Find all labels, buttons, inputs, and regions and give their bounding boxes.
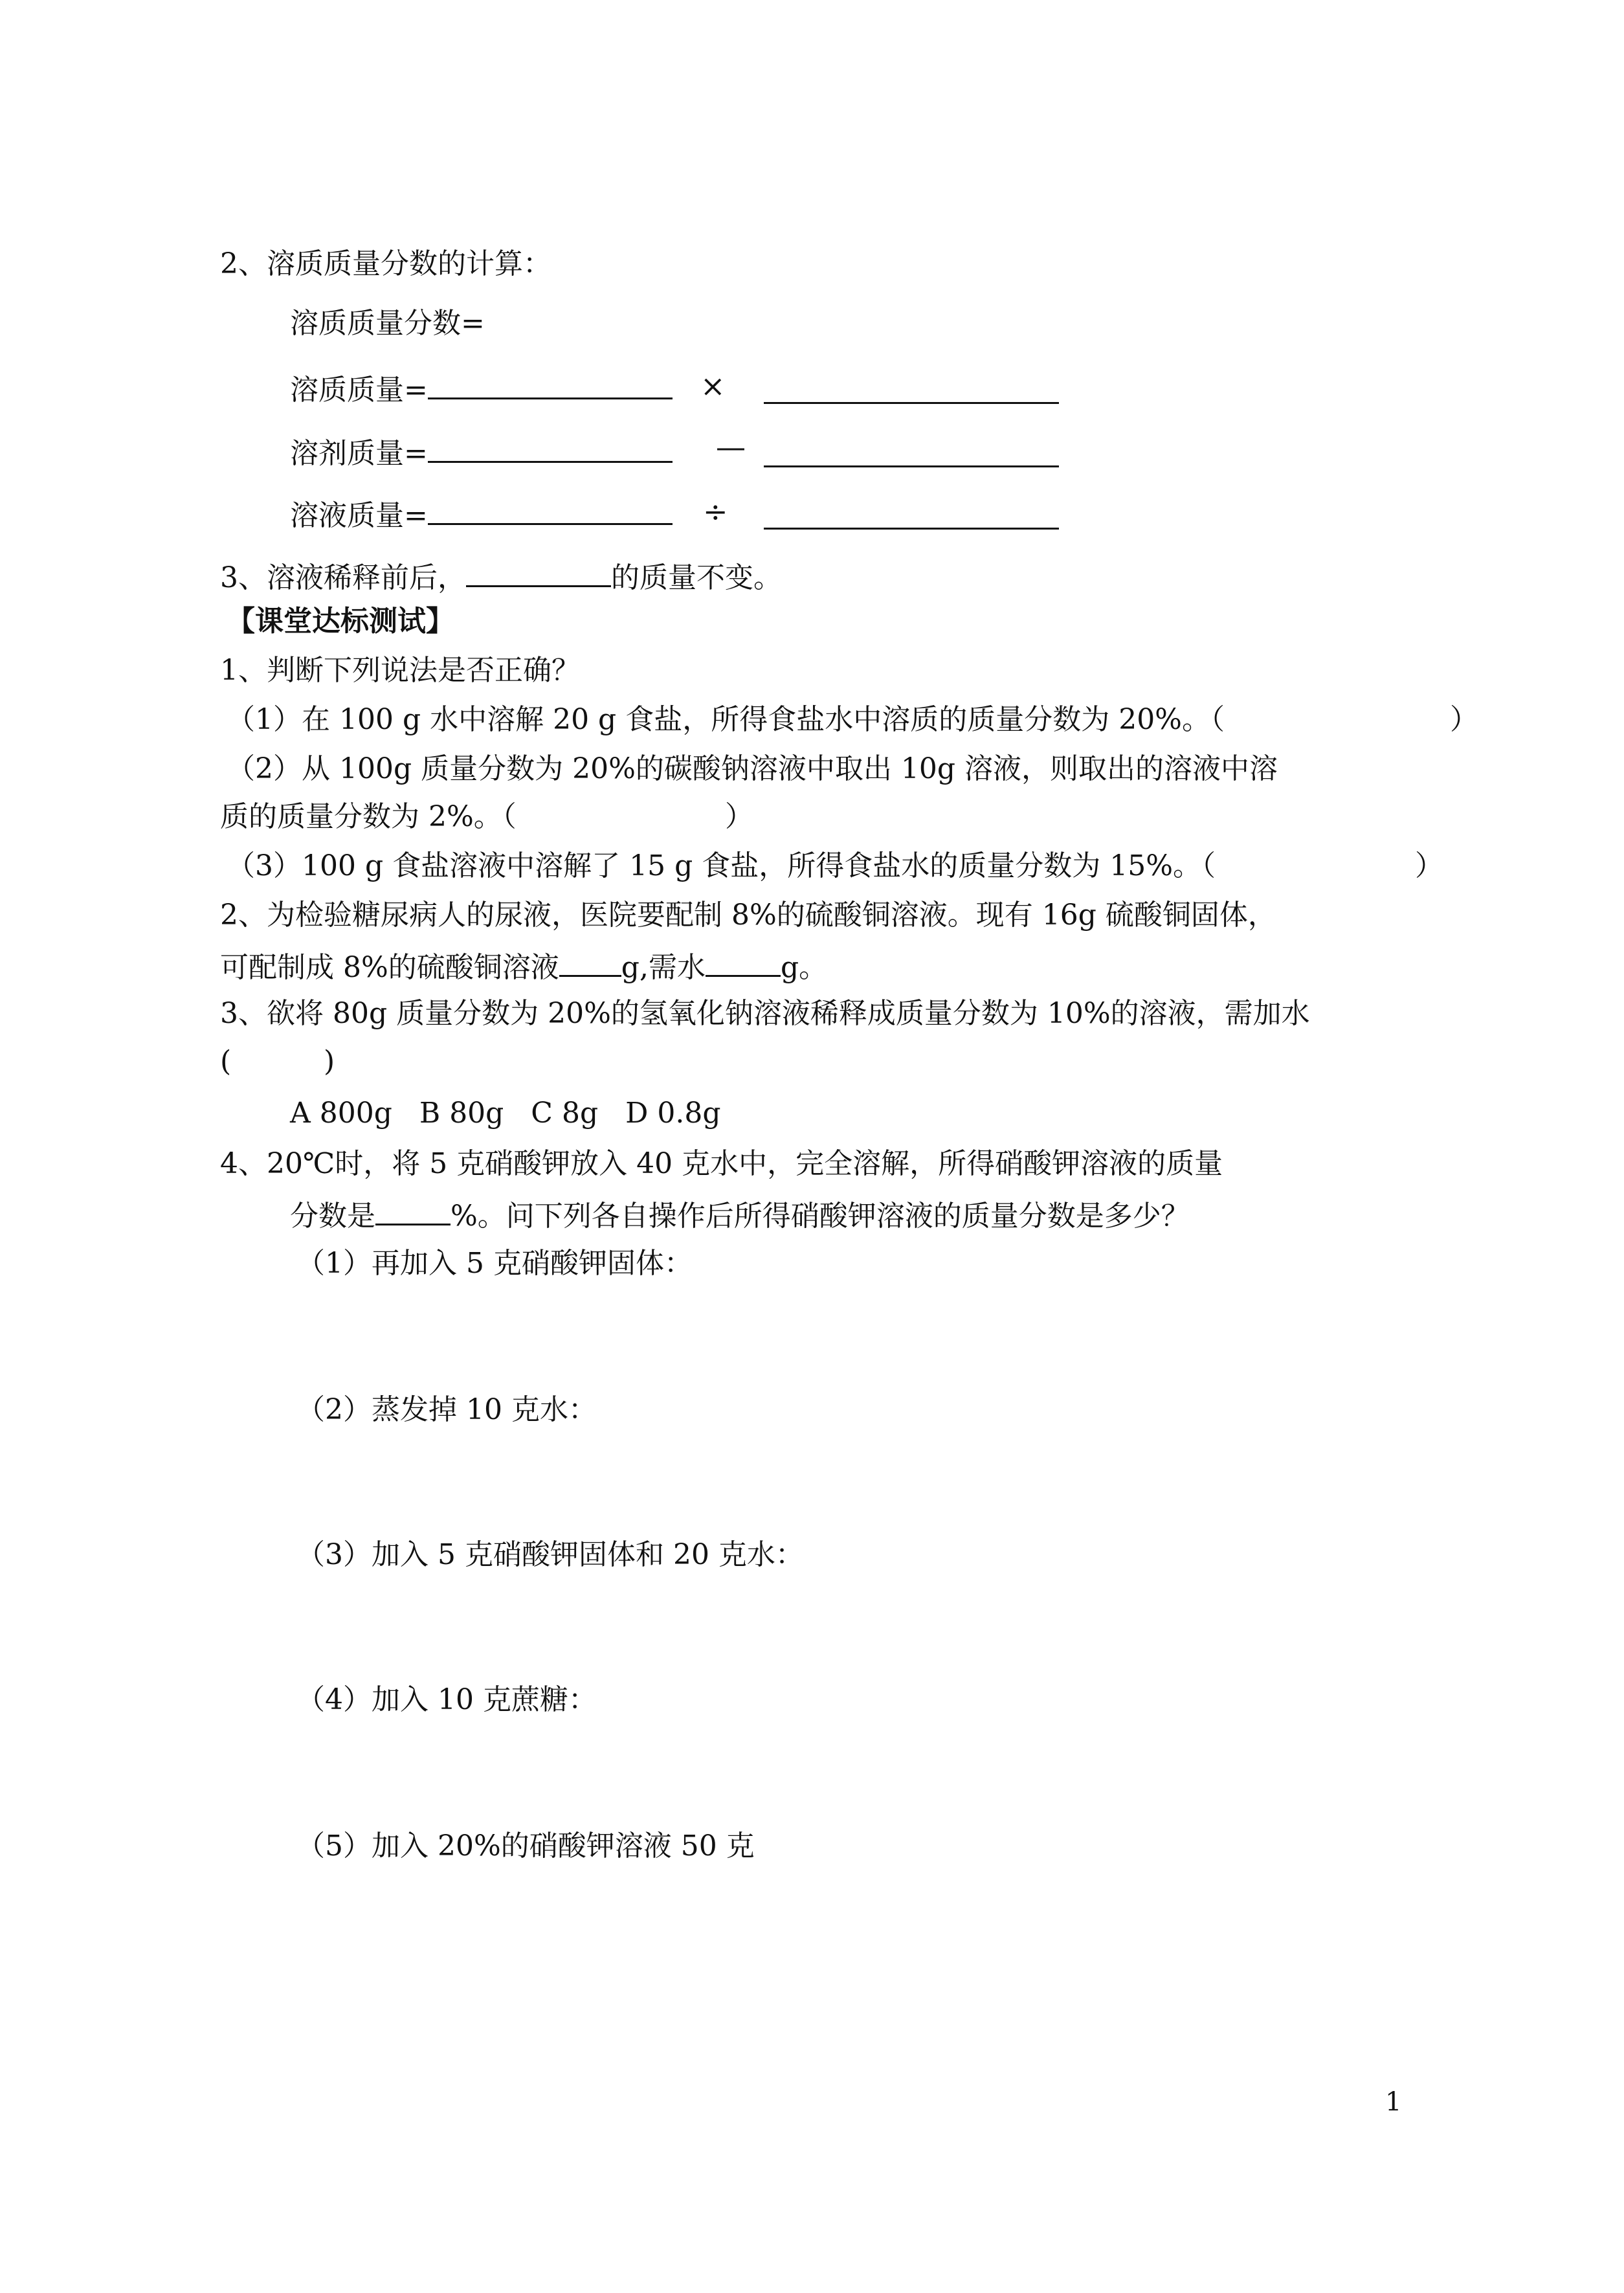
- q3-line1: 3、欲将 80g 质量分数为 20%的氢氧化钠溶液稀释成质量分数为 10%的溶液，需加水: [220, 997, 1310, 1030]
- q3-paren-close: ): [324, 1045, 335, 1078]
- minus-operator: —: [716, 429, 746, 464]
- q1-item2-line1: （2）从 100g 质量分数为 20%的碳酸钠溶液中取出 10g 溶液，则取出的溶液中溶: [227, 752, 1278, 785]
- q4-sub4: （4）加入 10 克蔗糖：: [296, 1683, 597, 1716]
- q4-text-b: %。问下列各自操作后所得硝酸钾溶液的质量分数是多少？: [450, 1200, 1190, 1233]
- solution-blank-1[interactable]: [428, 493, 673, 525]
- solute-blank-2[interactable]: [764, 372, 1059, 404]
- solvent-blank-1[interactable]: [428, 431, 673, 463]
- q1-item2-close[interactable]: ）: [725, 800, 753, 833]
- test-heading: 【课堂达标测试】: [227, 605, 454, 638]
- q4-blank-fraction[interactable]: [375, 1194, 450, 1225]
- q2-text-b: g,需水: [621, 951, 706, 984]
- q1-item1: （1）在 100 g 水中溶解 20 g 食盐，所得食盐水中溶质的质量分数为 20%。（: [227, 703, 1225, 736]
- section3-dilution: [220, 555, 782, 594]
- formula-mass-fraction: 溶质质量分数=: [290, 307, 485, 340]
- q1-item2-line2: 质的质量分数为 2%。（: [220, 800, 517, 833]
- q1-item3-close[interactable]: ）: [1415, 849, 1443, 882]
- formula-solution-mass: [290, 493, 673, 532]
- solute-blank-1[interactable]: [428, 368, 673, 399]
- dilution-suffix: 的质量不变。: [611, 561, 782, 594]
- formula-solute-mass: [290, 368, 673, 407]
- solution-blank-2[interactable]: [764, 498, 1059, 530]
- divide-operator: ÷: [703, 494, 728, 529]
- q2-line2: [220, 945, 827, 984]
- formula-solute-label: 溶质质量=: [290, 374, 428, 407]
- solvent-blank-2[interactable]: [764, 436, 1059, 467]
- times-operator: ×: [700, 368, 726, 403]
- q1-item3: （3）100 g 食盐溶液中溶解了 15 g 食盐，所得食盐水的质量分数为 15%。（: [227, 849, 1216, 882]
- q2-blank-solution[interactable]: [559, 945, 621, 977]
- formula-solvent-mass: [290, 431, 673, 470]
- q3-options[interactable]: A 800g B 80g C 8g D 0.8g: [290, 1097, 721, 1130]
- q2-blank-water[interactable]: [706, 945, 781, 977]
- section2-heading: 2、溶质质量分数的计算：: [220, 247, 551, 280]
- q4-sub1: （1）再加入 5 克硝酸钾固体：: [296, 1247, 693, 1280]
- q4-text-a: 分数是: [290, 1200, 375, 1233]
- formula-solution-label: 溶液质量=: [290, 499, 428, 532]
- q3-paren-open: (: [220, 1045, 232, 1078]
- q4-sub2: （2）蒸发掉 10 克水：: [296, 1393, 597, 1426]
- dilution-prefix: 3、溶液稀释前后，: [220, 561, 466, 594]
- q2-text-c: g。: [780, 951, 828, 984]
- q4-line1: 4、20℃时，将 5 克硝酸钾放入 40 克水中，完全溶解，所得硝酸钾溶液的质量: [220, 1147, 1223, 1180]
- dilution-blank[interactable]: [466, 555, 611, 587]
- q4-line2: [290, 1194, 1190, 1233]
- q1-item1-close[interactable]: ）: [1450, 703, 1478, 736]
- page-number: 1: [1385, 2087, 1402, 2117]
- q2-line1: 2、为检验糖尿病人的尿液，医院要配制 8%的硫酸铜溶液。现有 16g 硫酸铜固体，: [220, 899, 1276, 932]
- q2-text-a: 可配制成 8%的硫酸铜溶液: [220, 951, 559, 984]
- q1-stem: 1、判断下列说法是否正确？: [220, 654, 580, 687]
- q4-sub3: （3）加入 5 克硝酸钾固体和 20 克水：: [296, 1538, 804, 1571]
- formula-solvent-label: 溶剂质量=: [290, 437, 428, 470]
- q4-sub5: （5）加入 20%的硝酸钾溶液 50 克: [296, 1829, 755, 1862]
